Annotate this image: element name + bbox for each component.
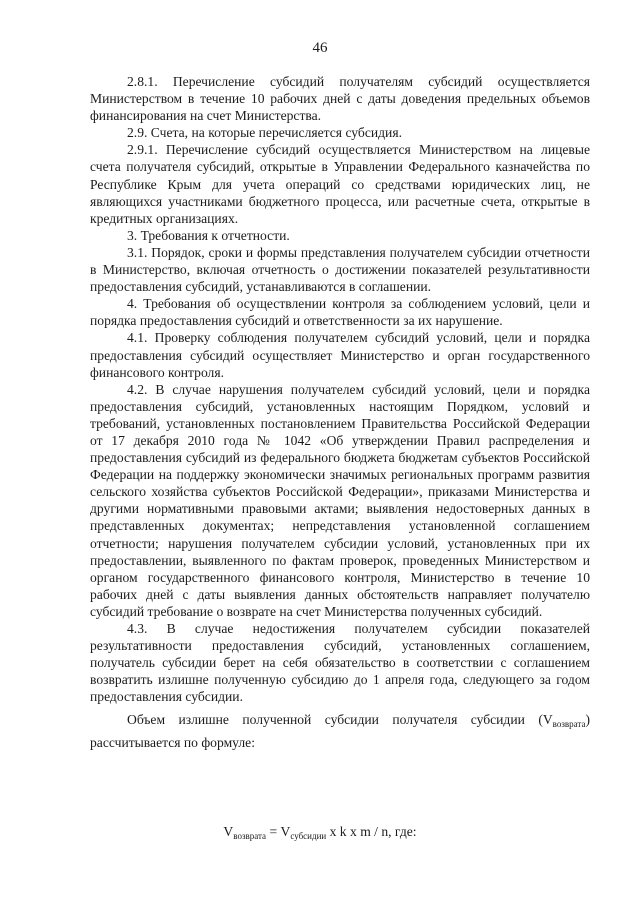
formula-v-return: V: [223, 824, 234, 839]
paragraph-4: 4. Требования об осуществлении контроля за соблюдением условий, цели и порядка предоставления субсидий и ответственности за их нарушение.: [90, 296, 590, 329]
paragraph-3: 3. Требования к отчетности.: [127, 227, 290, 243]
volume-subscript: возврата: [552, 719, 586, 730]
paragraph-4-2: 4.2. В случае нарушения получателем субсидий условий, цели и порядка предоставления субсидий, установленных настоящим Порядком, условий и требований, установленных постановлением Правительства Российской Федерации от 17 декабря 2010 года № 1042 «Об утверждении Правил распределения и предоставления субсидий из федерального бюджета бюджетам субъектов Российской Федерации на поддержку экономически значимых региональных программ развития сельского хозяйства субъектов Российской Федерации», приказами Министерства и другими нормативными правовыми актами; выявления недостоверных данных в представленных документах; непредставления установленной соглашением отчетности; нарушения получателем субсидии условий, установленных при их предоставлении, выявленного по фактам проверок, проведенных Министерством и органом государственного финансового контроля, Министерство в течение 10 рабочих дней с даты выявления данных обстоятельств направляет получателю субсидий требование о возврате на счет Министерства полученных субсидий.: [90, 381, 590, 619]
paragraph-volume: [90, 711, 590, 750]
formula-v-subsidy: V: [280, 824, 291, 839]
formula: [0, 824, 640, 841]
formula-rest: x k x m / n, где:: [326, 824, 417, 839]
volume-close: ): [585, 712, 590, 728]
paragraph-2-9: 2.9. Счета, на которые перечисляется субсидия.: [127, 125, 402, 141]
formula-sub-return: возврата: [233, 831, 267, 841]
body-text: [90, 73, 590, 751]
formula-equals: =: [266, 824, 281, 839]
page-number: 46: [312, 40, 328, 56]
volume-tail: рассчитывается по формуле:: [90, 734, 255, 750]
paragraph-2-8-1: 2.8.1. Перечисление субсидий получателям субсидий осуществляется Министерством в течение 10 рабочих дней с даты доведения предельных объемов финансирования на счет Министерства.: [90, 74, 590, 124]
paragraph-2-9-1: 2.9.1. Перечисление субсидий осуществляется Министерством на лицевые счета получателя субсидий, открытые в Управлении Федерального казначейства по Республике Крым для учета операций со средствами юридических лиц, не являющихся участниками бюджетного процесса, или расчетные счета, открытые в кредитных организациях.: [90, 142, 590, 226]
paragraph-3-1: 3.1. Порядок, сроки и формы представления получателем субсидии отчетности в Министерство, включая отчетность о достижении показателей результативности предоставления субсидий, устанавливаются в соглашении.: [90, 244, 590, 295]
paragraph-4-1: 4.1. Проверку соблюдения получателем субсидий условий, цели и порядка предоставления субсидий осуществляет Министерство и орган государственного финансового контроля.: [90, 330, 590, 380]
volume-text: Объем излишне полученной субсидии получателя субсидии (V: [127, 712, 553, 728]
formula-sub-subsidy: субсидии: [290, 831, 327, 841]
paragraph-4-3: 4.3. В случае недостижения получателем субсидии показателей результативности предоставления субсидий, установленных соглашением, получатель субсидии берет на себя обязательство в соответствии с соглашением возвратить излишне полученную субсидию до 1 апреля года, следующего за годом предоставления субсидии.: [90, 621, 590, 705]
